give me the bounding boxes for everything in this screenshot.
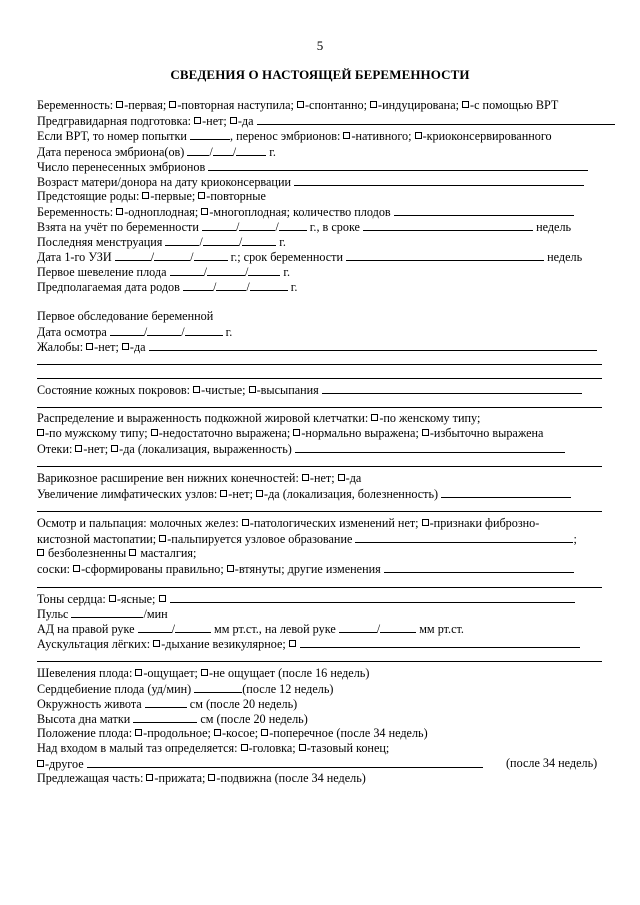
date-year-field[interactable] [185, 324, 223, 336]
bp-right-sys-field[interactable] [138, 621, 172, 633]
nipples-row [37, 561, 574, 576]
weeks-label: недель [547, 250, 583, 264]
vrt-transfer-label: , перенос эмбрионов: [229, 129, 341, 143]
year-suffix: г. [225, 325, 233, 339]
option-label: -дыхание везикулярное; [161, 637, 286, 651]
checkbox[interactable] [462, 101, 469, 108]
complaints-field[interactable] [149, 339, 597, 351]
option-label: -повторная наступила; [177, 98, 294, 112]
presentation-note: (после 34 недель) [506, 756, 598, 770]
checkbox[interactable] [241, 744, 248, 751]
checkbox[interactable] [256, 490, 263, 497]
first-move-row: Первое шевеление плода / / г. [37, 265, 291, 279]
preprep-row [37, 113, 615, 128]
exam-date-label: Дата осмотра [37, 325, 107, 339]
complaints-line[interactable] [37, 364, 602, 365]
option-label: -нативного; [351, 129, 412, 143]
bp-left-sys-field[interactable] [339, 621, 377, 633]
checkbox[interactable] [201, 669, 208, 676]
lymph-line[interactable] [37, 511, 602, 512]
option-label: -да [129, 340, 146, 354]
semicolon: ; [573, 532, 577, 546]
multiplicity-label: Беременность: [37, 205, 114, 219]
checkbox[interactable] [220, 490, 227, 497]
option-label: -избыточно выражена [429, 426, 544, 440]
varicose-row [37, 471, 361, 485]
fat-row [37, 411, 480, 425]
skin-row [37, 382, 582, 397]
pregnancy-row [37, 98, 558, 112]
embryo-count-label: Число перенесенных эмбрионов [37, 160, 206, 174]
date-year-field[interactable] [250, 279, 288, 291]
fat-row-2 [37, 426, 543, 440]
option-label: -по женскому типу; [379, 411, 481, 425]
option-label: -повторные [206, 189, 266, 203]
checkbox[interactable] [142, 192, 149, 199]
registered-label: Взята на учёт по беременности [37, 220, 199, 234]
option-label: -продольное; [143, 726, 211, 740]
option-label: -сформированы правильно; [81, 562, 224, 576]
skin-label: Состояние кожных покровов: [37, 383, 191, 397]
date-month-field[interactable] [216, 279, 246, 291]
first-uzi-label: Дата 1-го УЗИ [37, 250, 112, 264]
bp-row: АД на правой руке / мм рт.ст., на левой руке / мм рт.ст. [37, 622, 464, 636]
checkbox[interactable] [111, 445, 118, 452]
option-label: -высыпания [256, 383, 319, 397]
preprep-label: Предгравидарная подготовка: [37, 114, 192, 128]
checkbox[interactable] [370, 101, 377, 108]
option-label: -первая; [124, 98, 167, 112]
checkbox[interactable] [261, 729, 268, 736]
first-uzi-term-label: г.; срок беременности [230, 250, 344, 264]
breast-row-2 [37, 531, 577, 546]
pulse-label: Пульс [37, 607, 69, 621]
checkbox[interactable] [422, 429, 429, 436]
pulse-field[interactable] [71, 606, 143, 618]
checkbox[interactable] [116, 101, 123, 108]
fundus-field[interactable] [133, 711, 197, 723]
donor-age-field[interactable] [294, 174, 584, 186]
option-label: -первые; [150, 189, 196, 203]
date-day-field[interactable] [183, 279, 213, 291]
option-label: -пальпируется узловое образование [167, 532, 353, 546]
belly-label: Окружность живота [37, 697, 142, 711]
skin-field[interactable] [322, 382, 582, 394]
checkbox[interactable] [37, 760, 44, 767]
other-changes-label: другие изменения [287, 562, 381, 576]
checkbox[interactable] [122, 343, 129, 350]
attempt-field[interactable] [190, 128, 230, 140]
date-day-field[interactable] [110, 324, 144, 336]
checkbox[interactable] [73, 565, 80, 572]
option-label: -не ощущает (после 16 недель) [208, 666, 370, 680]
first-uzi-row: Дата 1-го УЗИ / / г.; срок беременности недель [37, 250, 583, 264]
multiplicity-row [37, 204, 574, 219]
checkbox[interactable] [302, 474, 309, 481]
option-label: -чистые; [201, 383, 246, 397]
option-label: -да (локализация, болезненность) [264, 487, 439, 501]
option-label: -тазовый конец; [306, 741, 390, 755]
checkbox[interactable] [86, 343, 93, 350]
checkbox[interactable] [37, 549, 44, 556]
fetal-hr-field[interactable] [194, 681, 242, 693]
checkbox[interactable] [422, 519, 429, 526]
lymph-row [37, 486, 571, 501]
bp-left-label: мм рт.ст., на левой руке [214, 622, 336, 636]
option-label: -нет; [228, 487, 253, 501]
edema-field[interactable] [295, 441, 565, 453]
option-label: -нет; [309, 471, 335, 485]
checkbox[interactable] [198, 192, 205, 199]
page-number: 5 [316, 38, 324, 53]
checkbox[interactable] [109, 595, 116, 602]
checkbox[interactable] [194, 117, 201, 124]
vrt-label: Если ВРТ, то номер попытки [37, 129, 187, 143]
embryo-count-field[interactable] [208, 159, 588, 171]
nipples-label: соски: [37, 562, 71, 576]
checkbox[interactable] [116, 208, 123, 215]
pulse-unit: /мин [143, 607, 168, 621]
breast-line2-label: кистозной мастопатии; [37, 532, 157, 546]
option-label: -нет; [83, 442, 109, 456]
option-label: безболезненны [45, 546, 127, 560]
bp-label: АД на правой руке [37, 622, 135, 636]
option-label: -признаки фиброзно- [429, 516, 540, 530]
checkbox[interactable] [159, 535, 166, 542]
edema-label: Отеки: [37, 442, 73, 456]
option-label: -с помощью ВРТ [470, 98, 559, 112]
option-label: -косое; [221, 726, 259, 740]
weeks-label: недель [536, 220, 572, 234]
first-move-label: Первое шевеление плода [37, 265, 167, 279]
checkbox[interactable] [37, 429, 44, 436]
date-day-field[interactable] [202, 219, 236, 231]
date-day-field[interactable] [170, 264, 204, 276]
date-month-field[interactable] [213, 144, 233, 156]
option-label: -криоконсервированного [422, 129, 552, 143]
checkbox[interactable] [193, 386, 200, 393]
presenting-row [37, 771, 366, 785]
bp-unit: мм рт.ст. [419, 622, 464, 636]
checkbox[interactable] [208, 774, 215, 781]
option-label: -многоплодная; [209, 205, 290, 219]
date-month-field[interactable] [147, 324, 181, 336]
year-suffix: г. [269, 145, 276, 159]
option-label: -прижата; [154, 771, 206, 785]
presentation-other-row [37, 756, 483, 771]
due-date-row: Предполагаемая дата родов / / г. [37, 280, 298, 294]
heart-label: Тоны сердца: [37, 592, 106, 606]
presentation-other-field[interactable] [87, 756, 483, 768]
preprep-field[interactable] [257, 113, 615, 125]
complaints-line[interactable] [37, 378, 602, 379]
complaints-label: Жалобы: [37, 340, 84, 354]
registered-term-label: г., в сроке [309, 220, 360, 234]
donor-age-row [37, 174, 584, 189]
fetus-count-field[interactable] [394, 204, 574, 216]
varicose-label: Варикозное расширение вен нижних конечностей: [37, 471, 299, 485]
option-label: -ощущает; [143, 666, 198, 680]
checkbox[interactable] [371, 414, 378, 421]
option-label: -спонтанно; [304, 98, 367, 112]
first-uzi-term-field[interactable] [346, 249, 544, 261]
option-label: -нормально выражена; [301, 426, 419, 440]
checkbox[interactable] [146, 774, 153, 781]
checkbox[interactable] [159, 595, 166, 602]
belly-field[interactable] [145, 696, 187, 708]
breast-row-3 [37, 546, 196, 560]
nipples-line[interactable] [37, 587, 602, 588]
checkbox[interactable] [230, 117, 237, 124]
lymph-label: Увеличение лимфатических узлов: [37, 487, 218, 501]
fetal-hr-note: (после 12 недель) [242, 682, 334, 696]
lungs-label: Аускультация лёгких: [37, 637, 151, 651]
embryo-count-row [37, 159, 588, 174]
option-label: -одноплодная; [124, 205, 199, 219]
upcoming-birth-label: Предстоящие роды: [37, 189, 140, 203]
date-day-field[interactable] [115, 249, 151, 261]
option-label: -да [345, 471, 362, 485]
checkbox[interactable] [299, 744, 306, 751]
date-day-field[interactable] [165, 234, 199, 246]
position-label: Положение плода: [37, 726, 133, 740]
fat-label: Распределение и выраженность подкожной жировой клетчатки: [37, 411, 369, 425]
edema-line[interactable] [37, 466, 602, 467]
fetal-move-row [37, 666, 369, 680]
checkbox[interactable] [415, 132, 422, 139]
option-label: -да [237, 114, 254, 128]
option-label: -по мужскому типу; [45, 426, 148, 440]
vrt-row [37, 128, 552, 143]
fundus-label: Высота дна матки [37, 712, 131, 726]
checkbox[interactable] [343, 132, 350, 139]
option-label: -нет; [202, 114, 227, 128]
heart-row [37, 591, 575, 606]
presentation-row [37, 741, 389, 755]
checkbox[interactable] [338, 474, 345, 481]
last-menstruation-label: Последняя менструация [37, 235, 163, 249]
year-suffix: г. [283, 265, 291, 279]
date-year-field[interactable] [242, 234, 276, 246]
option-label: -нет; [94, 340, 119, 354]
option-label: -да (локализация, выраженность) [119, 442, 292, 456]
date-year-field[interactable] [194, 249, 228, 261]
checkbox[interactable] [135, 729, 142, 736]
last-menstruation-row: Последняя менструация / / г. [37, 235, 286, 249]
fetal-hr-label: Сердцебиение плода (уд/мин) [37, 682, 192, 696]
embryo-date-label: Дата переноса эмбриона(ов) [37, 145, 185, 159]
position-row [37, 726, 428, 740]
page-title: СВЕДЕНИЯ О НАСТОЯЩЕЙ БЕРЕМЕННОСТИ [170, 67, 470, 82]
donor-age-label: Возраст матери/донора на дату криоконсервации [37, 175, 292, 189]
checkbox[interactable] [227, 565, 234, 572]
date-month-field[interactable] [154, 249, 190, 261]
fetal-hr-row [37, 681, 333, 696]
heart-field[interactable] [170, 591, 575, 603]
registered-term-field[interactable] [363, 219, 533, 231]
checkbox[interactable] [129, 549, 136, 556]
option-label: -другое [45, 757, 84, 771]
year-suffix: г. [279, 235, 286, 249]
fundus-row [37, 711, 308, 726]
fundus-note: см (после 20 недель) [200, 712, 308, 726]
first-exam-heading: Первое обследование беременной [37, 309, 214, 323]
checkbox[interactable] [293, 429, 300, 436]
date-day-field[interactable] [187, 144, 209, 156]
date-month-field[interactable] [203, 234, 239, 246]
checkbox[interactable] [151, 429, 158, 436]
checkbox[interactable] [153, 640, 160, 647]
pregnancy-label: Беременность: [37, 98, 114, 112]
registered-row: Взята на учёт по беременности / / г., в сроке недель [37, 220, 572, 234]
lymph-field[interactable] [441, 486, 571, 498]
date-month-field[interactable] [207, 264, 245, 276]
date-year-field[interactable] [248, 264, 280, 276]
option-label: -втянуты; [234, 562, 285, 576]
presenting-label: Предлежащая часть: [37, 771, 144, 785]
exam-date-row: Дата осмотра / / г. [37, 325, 233, 339]
lungs-field[interactable] [300, 636, 580, 648]
bp-left-dia-field[interactable] [380, 621, 416, 633]
breast-label: Осмотр и пальпация: молочных желез: [37, 516, 239, 530]
skin-line[interactable] [37, 407, 602, 408]
year-suffix: г. [290, 280, 298, 294]
due-date-label: Предполагаемая дата родов [37, 280, 180, 294]
belly-note: см (после 20 недель) [189, 697, 298, 711]
checkbox[interactable] [75, 445, 82, 452]
checkbox[interactable] [297, 101, 304, 108]
checkbox[interactable] [135, 669, 142, 676]
lungs-row [37, 636, 580, 651]
nipples-field[interactable] [384, 561, 574, 573]
option-label: -индуцирована; [378, 98, 459, 112]
breast-row [37, 516, 539, 530]
nodule-field[interactable] [355, 531, 573, 543]
date-year-field[interactable] [236, 144, 266, 156]
option-label: -головка; [248, 741, 296, 755]
edema-row [37, 441, 565, 456]
option-label: масталгия; [137, 546, 197, 560]
checkbox[interactable] [249, 386, 256, 393]
belly-row [37, 696, 297, 711]
complaints-row [37, 339, 597, 354]
presentation-label: Над входом в малый таз определяется: [37, 741, 238, 755]
embryo-date-row: Дата переноса эмбриона(ов) / / г. [37, 145, 276, 159]
option-label: -подвижна (после 34 недель) [216, 771, 366, 785]
checkbox[interactable] [289, 640, 296, 647]
lungs-line[interactable] [37, 661, 602, 662]
checkbox[interactable] [242, 519, 249, 526]
pulse-row [37, 606, 168, 621]
option-label: -ясные; [116, 592, 156, 606]
date-month-field[interactable] [239, 219, 275, 231]
checkbox[interactable] [201, 208, 208, 215]
option-label: -патологических изменений нет; [249, 516, 419, 530]
option-label: -недостаточно выражена; [158, 426, 291, 440]
upcoming-birth-row [37, 189, 266, 203]
option-label: -поперечное (после 34 недель) [269, 726, 428, 740]
checkbox[interactable] [169, 101, 176, 108]
fetal-move-label: Шевеления плода: [37, 666, 133, 680]
checkbox[interactable] [214, 729, 221, 736]
date-year-field[interactable] [279, 219, 307, 231]
bp-right-dia-field[interactable] [175, 621, 211, 633]
fetus-count-label: количество плодов [293, 205, 391, 219]
